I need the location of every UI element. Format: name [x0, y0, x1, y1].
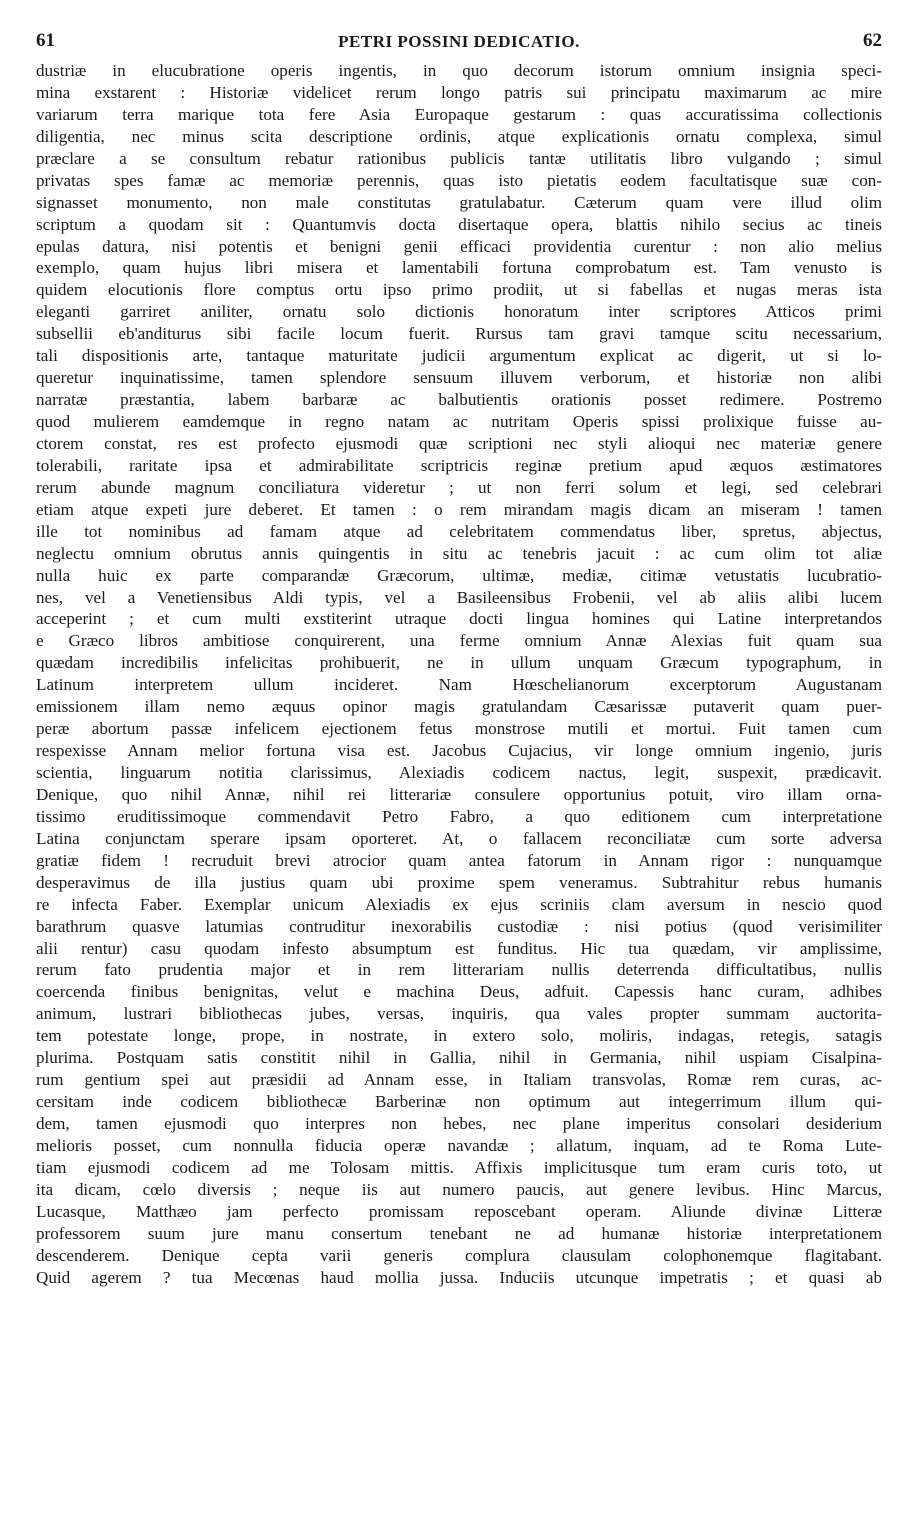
text-line: rerum fato prudentia major et in rem litterariam nullis deterrenda difficultatibus, nullis: [36, 960, 882, 980]
text-line: privatas spes famæ ac memoriæ perennis, quas isto pietatis eodem facultatisque suæ con-: [36, 170, 882, 190]
page-number-left: 61: [36, 30, 55, 51]
text-line: exemplo, quam hujus libri misera et lamentabili fortuna comprobatum est. Tam venusto is: [36, 258, 882, 278]
text-line: barathrum quasve latumias contruditur inexorabilis custodiæ : nisi potius (quod verisimiliter: [36, 916, 882, 936]
text-line: nulla huic ex parte comparandæ Græcorum, ultimæ, mediæ, citimæ vetustatis lucubratio-: [36, 565, 882, 585]
text-line: emissionem illam nemo æquus opinor magis gratulandam Cæsarissæ putaverit quam puer-: [36, 697, 882, 717]
text-line: Denique, quo nihil Annæ, nihil rei litterariæ consulere opportunius potuit, viro illam orna-: [36, 784, 882, 804]
text-line: respexisse Annam melior fortuna visa est. Jacobus Cujacius, vir longe omnium ingenio, juris: [36, 741, 882, 761]
text-line: gratiæ fidem ! recruduit brevi atrocior quam antea fatorum in Annam rigor : nunquamque: [36, 850, 882, 870]
page-number-right: 62: [863, 30, 882, 51]
text-line: tali dispositionis arte, tantaque maturitate judicii argumentum explicat ac digerit, ut si lo-: [36, 346, 882, 366]
text-line: animum, lustrari bibliothecas jubes, versas, inquiris, qua vales propter summam auctorita-: [36, 1004, 882, 1024]
text-line: Quid agerem ? tua Mecœnas haud mollia jussa. Induciis utcunque impetratis ; et quasi ab: [36, 1267, 882, 1287]
text-line: rerum abunde magnum conciliatura videretur ; ut non ferri solum et legi, sed celebrari: [36, 477, 882, 497]
text-line: dustriæ in elucubratione operis ingentis, in quo decorum istorum omnium insignia speci-: [36, 61, 882, 80]
text-line: professorem suum jure manu consertum tenebant ne ad humanæ historiæ interpretationem: [36, 1223, 882, 1243]
text-line: peræ abortum passæ infelicem ejectionem fetus monstrose mutili et mortui. Fuit tamen cum: [36, 719, 882, 739]
running-head: [36, 30, 882, 60]
text-line: dem, tamen ejusmodi quo interpres non hebes, nec plane imperitus consolari desiderium: [36, 1114, 882, 1133]
text-line: signasset monumento, non male constitutas gratulabatur. Cæterum quam vere illud olim: [36, 192, 882, 212]
text-line: e Græco libros ambitiose conquirerent, una ferme omnium Annæ Alexias fuit quam sua: [36, 631, 882, 651]
text-line: queretur inquinatissime, tamen splendore sensuum illuvem verborum, et historiæ non alibi: [36, 368, 882, 388]
text-line: desperavimus de illa justius quam ubi proxime spem veneramus. Subtrahitur rebus humanis: [36, 872, 882, 892]
text-line: scriptum a quodam sit : Quantumvis docta disertaque opera, blattis nihilo secius ac tineis: [36, 214, 882, 234]
text-line: scientia, linguarum notitia clarissimus, Alexiadis codicem nactus, legit, suspexit, prædicavit.: [36, 763, 882, 782]
text-line: quod mulierem eamdemque in regno natam ac nutritam Operis spissi prolixique fuisse au-: [36, 412, 882, 431]
text-line: tiam ejusmodi codicem ad me Tolosam mittis. Affixis implicitusque tum eram curis toto, ut: [36, 1157, 882, 1177]
text-line: neglectu omnium obrutus annis quingentis in situ ac tenebris jacuit : ac cum olim tot aliæ: [36, 543, 882, 563]
text-line: Latina conjunctam sperare ipsam oporteret. At, o fallacem reconciliatæ cum sorte adversa: [36, 828, 882, 848]
text-line: nes, vel a Venetiensibus Aldi typis, vel a Basileensibus Frobenii, vel ab aliis alibi lucem: [36, 587, 882, 607]
text-line: Latinum interpretem ullum incideret. Nam Hœschelianorum excerptorum Augustanam: [36, 675, 882, 695]
document-page: [36, 30, 882, 1510]
text-line: plurima. Postquam satis constitit nihil in Gallia, nihil in Germania, nihil uspiam Cisalpina-: [36, 1048, 882, 1068]
text-line: alii rentur) casu quodam infesto absumptum est funditus. Hic tua quædam, vir amplissime,: [36, 938, 882, 958]
text-line: Lucasque, Matthæo jam perfecto promissam reposcebant operam. Aliunde divinæ Litteræ: [36, 1201, 882, 1221]
text-line: eleganti garriret aniliter, ornatu solo dictionis honoratum inter scriptores Atticos primi: [36, 302, 882, 322]
body-text: [36, 60, 882, 1289]
text-line: subsellii eb'anditurus sibi facile locum fuerit. Rursus tam gravi tamque scitu necessarium,: [36, 324, 882, 344]
text-line: coercenda finibus benignitas, velut e machina Deus, adfuit. Capessis hanc curam, adhibes: [36, 982, 882, 1002]
text-line: re infecta Faber. Exemplar unicum Alexiadis ex ejus scriniis clam aversum in nescio quod: [36, 894, 882, 914]
running-title: PETRI POSSINI DEDICATIO.: [338, 32, 580, 51]
text-line: quidem elocutionis flore comptus ortu ipso primo prodiit, ut si fabellas et nugas meras ista: [36, 280, 882, 300]
text-line: mina exstarent : Historiæ videlicet rerum longo patris sui principatu maximarum ac mire: [36, 82, 882, 102]
text-line: diligentia, nec minus scita descriptione ordinis, atque explicationis ornatu complexa, simul: [36, 126, 882, 146]
text-line: etiam atque expeti jure deberet. Et tamen : o rem mirandam magis dicam an miseram ! tamen: [36, 499, 882, 519]
text-line: melioris posset, cum nonnulla fiducia operæ navandæ ; allatum, inquam, ad te Roma Lute-: [36, 1135, 882, 1155]
text-line: tem potestate longe, prope, in nostrate, in extero solo, moliris, indagas, retegis, satagis: [36, 1026, 882, 1046]
text-line: tissimo eruditissimoque commendavit Petro Fabro, a quo editionem cum interpretatione: [36, 806, 882, 826]
text-line: ille tot nominibus ad famam atque ad celebritatem commendatus liber, spretus, abjectus,: [36, 521, 882, 541]
text-line: tolerabili, raritate ipsa et admirabilitate scriptricis reginæ pretium apud æquos æstimatores: [36, 455, 882, 475]
text-line: ita dicam, cœlo diversis ; neque iis aut numero paucis, aut genere levibus. Hinc Marcus,: [36, 1179, 882, 1199]
text-line: descenderem. Denique cepta varii generis complura clausulam colophonemque flagitabant.: [36, 1245, 882, 1265]
text-line: rum gentium spei aut præsidii ad Annam esse, in Italiam transvolas, Romæ rem curas, ac-: [36, 1070, 882, 1090]
text-line: acceperint ; et cum multi exstiterint utraque docti lingua homines qui Latine interpretandos: [36, 609, 882, 629]
text-line: quædam incredibilis infelicitas prohibuerit, ne in ullum unquam Græcum typographum, in: [36, 653, 882, 673]
text-line: variarum terra marique tota fere Asia Europaque gestarum : quas accuratissima collectionis: [36, 104, 882, 124]
text-line: epulas datura, nisi potentis et benigni genii efficaci providentia curentur : non alio melius: [36, 236, 882, 256]
text-line: cersitam inde codicem bibliothecæ Barberinæ non optimum aut integerrimum illum qui-: [36, 1092, 882, 1112]
text-line: narratæ præstantia, labem barbaræ ac balbutientis orationis posset redimere. Postremo: [36, 390, 882, 410]
text-line: præclare a se consultum rebatur rationibus publicis tantæ utilitatis libro vulgando ; simul: [36, 148, 882, 168]
text-line: ctorem constat, res est profecto ejusmodi quæ scriptioni nec styli alioqui nec materiæ genere: [36, 433, 882, 453]
